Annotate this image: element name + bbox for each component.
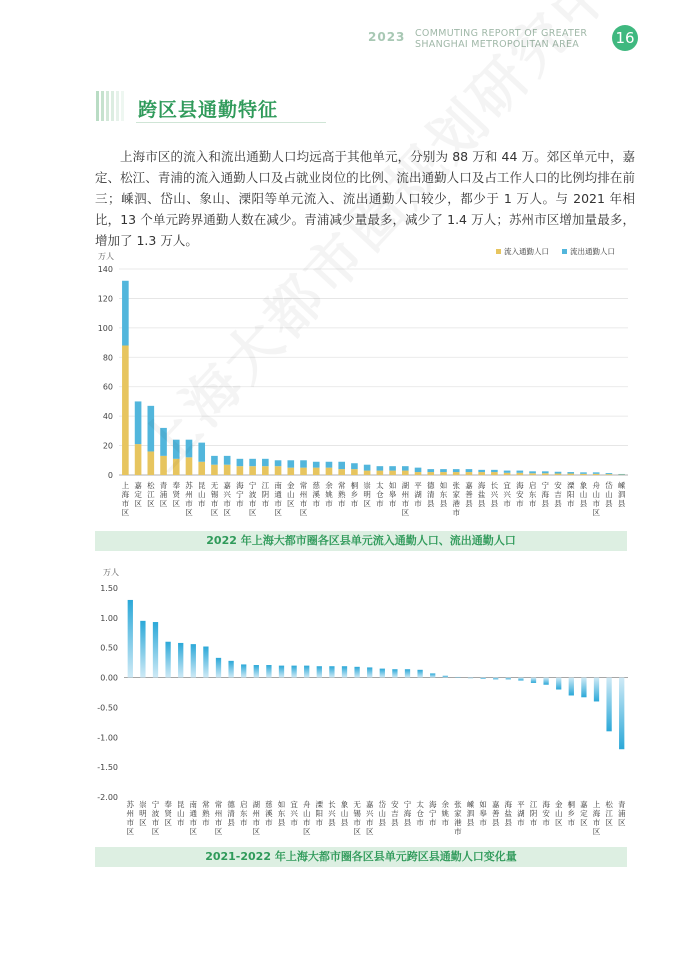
chart2-x-label: 嘉兴市区 [365,800,374,836]
chart2-bar [455,677,460,678]
chart2-bar [518,678,523,681]
chart2-bar [128,600,133,678]
chart1-x-label: 无锡市区 [210,481,219,517]
chart2-y-tick: 0.50 [100,643,118,653]
chart1-x-label: 慈溪市 [312,481,320,508]
chart2-bar [417,670,422,678]
chart2-x-label: 长兴县 [328,800,336,827]
chart1-x-label: 平湖市 [414,481,422,508]
chart1-x-label: 余姚市 [325,481,333,508]
chart2-x-label: 平湖市 [517,800,525,827]
chart2-y-tick: -1.00 [97,733,118,743]
chart2-x-label: 太仓市 [416,800,424,827]
chart2-bar [606,678,611,732]
chart2-bar [569,678,574,696]
chart2-x-label: 奉贤区 [164,800,172,827]
chart1-x-label: 上海市区 [121,481,130,517]
chart1-x-label: 海安市 [516,481,524,508]
chart2-bar [380,669,385,678]
chart2-x-label: 溧阳市 [315,800,324,827]
chart1-x-label: 嘉定区 [134,481,142,508]
chart2-x-label: 余姚市 [441,800,450,827]
chart1-y-tick: 60 [102,382,113,392]
chart2-x-label: 宁海县 [403,800,412,827]
chart2-bar [531,678,536,683]
chart2-x-label: 崇明区 [139,800,147,827]
chart1-x-label: 桐乡市 [350,481,359,508]
chart1-x-label: 嵊泗县 [617,481,626,508]
chart1-y-tick: 80 [102,353,113,363]
chart2-bar [443,676,448,678]
chart1-x-label: 如东县 [439,481,448,508]
chart1-unit-label: 万人 [98,252,114,261]
chart2-bar [367,667,372,677]
chart1-x-label: 松江区 [147,481,155,508]
chart2-y-tick: -0.50 [97,703,118,713]
page-number-badge: 16 [612,25,638,51]
chart1-x-label: 溧阳市 [566,481,575,508]
chart2-x-label: 如东县 [277,800,286,827]
chart2-bar [241,664,246,677]
chart2-x-label: 嘉定区 [580,800,588,827]
chart2-x-label: 青浦区 [617,800,626,827]
chart2-x-label: 象山县 [340,800,349,827]
chart1-caption: 2022 年上海大都市圈各区县单元流入通勤人口、流出通勤人口 [95,531,627,551]
chart2-bar [216,658,221,678]
chart2-x-label: 嘉善县 [491,800,500,827]
chart1-x-label: 宁波市区 [248,481,257,517]
chart2-x-label: 苏州市区 [126,800,135,836]
chart1-x-label: 象山县 [579,481,588,508]
chart2-x-label: 张家港市 [454,800,462,836]
chart2-bar [191,644,196,677]
chart2-x-label: 松江区 [605,800,613,827]
chart2-x-label: 金山区 [554,800,563,827]
chart2-bar [304,666,309,678]
chart2-bar [291,666,296,678]
chart2-x-label: 德清县 [227,800,235,827]
section-paragraph: 上海市区的流入和流出通勤人口均远高于其他单元，分别为 88 万和 44 万。郊区单元中，嘉定、松江、青浦的流入通勤人口及占就业岗位的比例、流出通勤人口及占工作人口的比例均排在前三；嵊泗、岱山、象山、溧阳等单元流入、流出通勤人口较少，都少于 1 万人。与 2021 年相比，13 个单元跨界通勤人数在减少。青浦减少量最多，减少了 1.4 万人；苏州市区增加量最多，增加了 1.3 万人。 [95,149,635,248]
chart1-x-label: 嘉善县 [465,481,473,508]
chart2-bar [266,665,271,678]
chart2-bar [203,647,208,678]
chart2-bar [392,669,397,677]
chart1-x-label: 江阴市 [261,481,270,508]
chart1-y-tick: 140 [97,265,113,274]
report-year: 2023 [368,30,406,44]
chart2-y-tick: -2.00 [97,793,118,802]
chart2-caption: 2021-2022 年上海大都市圈各区县单元跨区县通勤人口变化量 [95,847,627,867]
chart2-bar [405,669,410,677]
chart2-x-label: 海宁市 [428,800,437,827]
chart1-x-label: 德清县 [427,481,435,508]
chart2-bar [543,678,548,685]
chart2-y-tick: 0.00 [100,673,118,683]
chart2-bar [354,667,359,678]
chart2-bar [594,678,599,702]
chart2-bar [619,678,624,750]
chart2-bar [140,621,145,678]
chart2-x-label: 如皋市 [479,800,487,827]
chart2-x-label: 舟山市区 [302,800,311,836]
chart1-x-label: 安吉县 [554,481,562,508]
chart1-x-label: 宜兴市 [503,481,511,508]
chart2-bar [493,678,498,680]
chart2-bar [228,661,233,678]
chart1-x-label: 张家港市 [452,481,460,517]
chart2-bar [480,678,485,679]
chart1-x-label: 湖州市区 [401,481,410,517]
chart1-x-label: 太仓市 [376,481,384,508]
chart1-legend-outflow: 流出通勤人口 [570,247,615,256]
chart2-x-label: 海盐县 [504,800,513,827]
section-title: 跨区县通勤特征 [138,99,279,121]
chart1-x-label: 苏州市区 [185,481,193,517]
chart2-x-label: 湖州市区 [252,800,261,836]
chart2-x-label: 南通市区 [189,800,198,836]
chart1-y-tick: 40 [102,412,113,422]
chart2-x-label: 岱山县 [378,800,387,827]
chart2-x-label: 嵊泗县 [466,800,475,827]
chart1-x-label: 如皋市 [388,481,397,508]
chart1-x-label: 舟山市区 [592,481,600,517]
chart2-x-label: 慈溪市 [265,800,273,827]
chart1-x-label: 宁海县 [541,481,550,508]
chart1-x-label: 常熟市 [337,481,346,508]
chart1-x-label: 崇明区 [363,481,371,508]
chart2-x-label: 无锡市区 [353,800,361,836]
chart2-bar [430,673,435,677]
report-title-line1: COMMUTING REPORT OF GREATER [415,28,588,39]
chart1-x-label: 海宁市 [236,481,244,508]
chart1-x-label: 昆山市 [197,481,206,508]
chart1-x-label: 海盐县 [477,481,486,508]
chart2-x-label: 常州市区 [214,800,223,836]
chart2-bar [556,678,561,690]
chart2-bar [279,666,284,678]
chart1-y-tick: 20 [102,441,113,451]
chart1-x-label: 南通市区 [274,481,282,517]
chart1-x-label: 岱山县 [605,481,613,508]
chart2-x-label: 安吉县 [391,800,399,827]
chart2-bar [329,666,334,677]
chart2-x-label: 上海市区 [592,800,601,836]
chart1-y-tick: 0 [107,471,113,480]
chart2-x-label: 海安市 [542,800,550,827]
chart2-bar [506,678,511,680]
chart2-x-label: 常熟市 [202,800,210,827]
chart1-x-label: 启东市 [528,481,537,508]
chart2-x-label: 宁波市区 [151,800,160,836]
chart1-y-tick: 120 [97,294,113,304]
chart2-unit-label: 万人 [103,568,119,577]
chart2-y-tick: -1.50 [97,763,118,773]
chart2-bar [254,665,259,678]
chart1-x-label: 常州市区 [299,481,308,517]
chart1-x-label: 青浦区 [159,481,168,508]
chart2-x-label: 昆山市 [176,800,185,827]
chart2-bar [153,622,158,678]
chart1-y-tick: 100 [97,323,113,333]
chart2-bar [342,666,347,677]
chart2-y-tick: 1.00 [100,613,118,623]
chart2-bar [178,643,183,678]
chart1-x-label: 嘉兴市区 [223,481,231,517]
chart2-bar [165,642,170,678]
chart1-x-label: 长兴县 [490,481,499,508]
chart1-x-label: 奉贤区 [172,481,181,508]
chart2-bar [317,666,322,677]
chart2-y-tick: 1.50 [100,584,118,593]
chart1-legend-inflow: 流入通勤人口 [504,247,549,256]
chart2-x-label: 桐乡市 [567,800,576,827]
chart1-x-label: 金山区 [287,481,295,508]
chart2-x-label: 启东市 [239,800,248,827]
chart2-bar [468,678,473,679]
chart2-x-label: 江阴市 [529,800,538,827]
chart2-x-label: 宜兴市 [290,800,298,827]
report-title-line2: SHANGHAI METROPOLITAN AREA [415,39,580,50]
chart2-bar [581,678,586,698]
